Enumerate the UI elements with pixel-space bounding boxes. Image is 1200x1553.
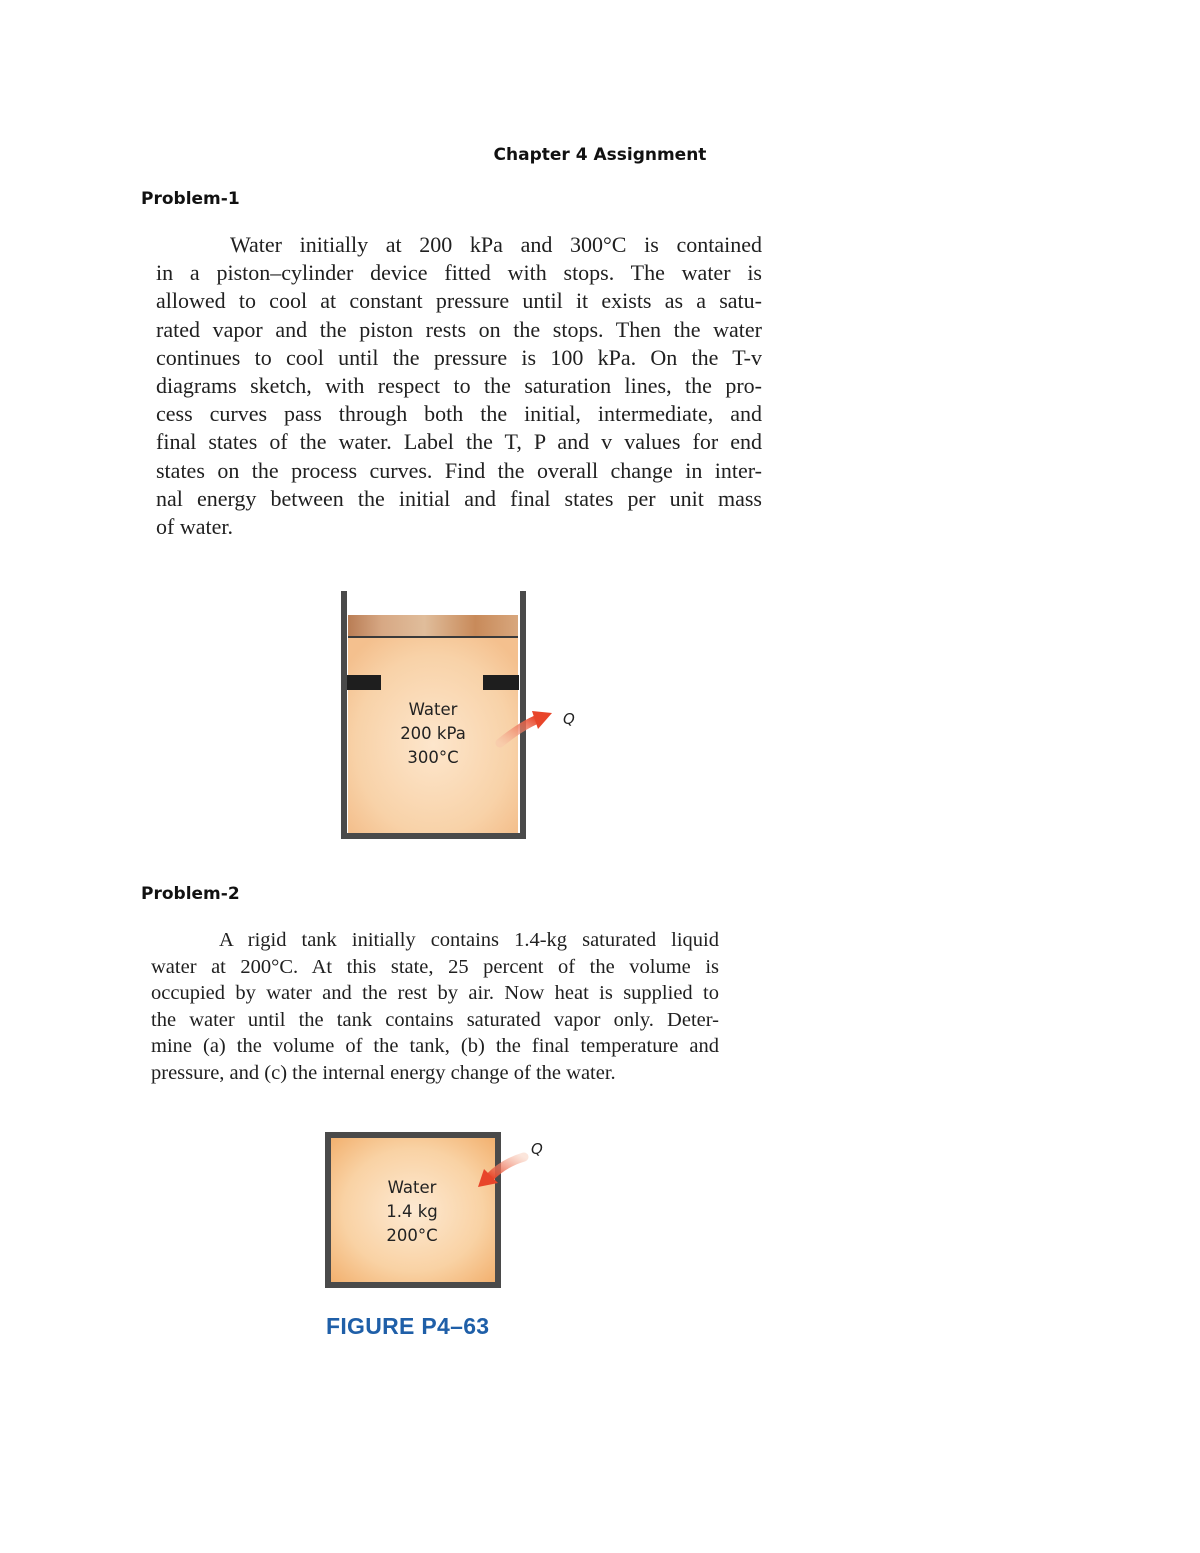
text-line: occupied by water and the rest by air. Now heat is supplied to [151,982,719,1005]
text-line: rated vapor and the piston rests on the stops. Then the water [156,316,762,342]
text-line: Water initially at 200 kPa and 300°C is contained [230,232,762,257]
text-line: in a piston–cylinder device fitted with stops. The water is [156,260,762,286]
pressure-value: 200 kPa [400,724,466,743]
text-line: pressure, and (c) the internal energy change of the water. [151,1061,616,1084]
right-stop [483,675,519,690]
fluid-name: Water [408,700,458,719]
water-label-1 [383,698,483,770]
problem-1-heading: Problem-1 [141,189,240,209]
text-line: mine (a) the volume of the tank, (b) the final temperature and [151,1035,719,1058]
figure-caption: FIGURE P4–63 [326,1313,490,1339]
problem-2-heading: Problem-2 [141,884,240,904]
temperature-value: 300°C [407,748,459,767]
heat-label-q: Q [531,1140,543,1158]
piston [348,615,518,637]
problem-1-text [156,231,762,541]
text-line: nal energy between the initial and final states per unit mass [156,485,762,511]
left-stop [347,675,381,690]
text-line: the water until the tank contains saturated vapor only. Deter- [151,1008,719,1031]
temperature-value: 200°C [386,1226,438,1245]
text-line: A rigid tank initially contains 1.4-kg saturated liquid [219,929,719,951]
heat-arrow-head [532,711,552,729]
mass-value: 1.4 kg [386,1202,438,1221]
text-line: final states of the water. Label the T, P and v values for end [156,429,762,455]
text-line: continues to cool until the pressure is 100 kPa. On the T-v [156,344,762,370]
water-label-2 [362,1176,462,1248]
heat-label-q: Q [563,710,575,728]
text-line: allowed to cool at constant pressure until it exists as a satu- [156,288,762,314]
problem-2-text [151,927,719,1087]
text-line: diagrams sketch, with respect to the saturation lines, the pro- [156,373,762,399]
fluid-name: Water [387,1178,437,1197]
text-line: states on the process curves. Find the overall change in inter- [156,457,762,483]
page-title: Chapter 4 Assignment [493,145,707,165]
text-line: of water. [156,514,233,540]
text-line: cess curves pass through both the initial, intermediate, and [156,401,762,427]
text-line: water at 200°C. At this state, 25 percent of the volume is [151,955,719,978]
